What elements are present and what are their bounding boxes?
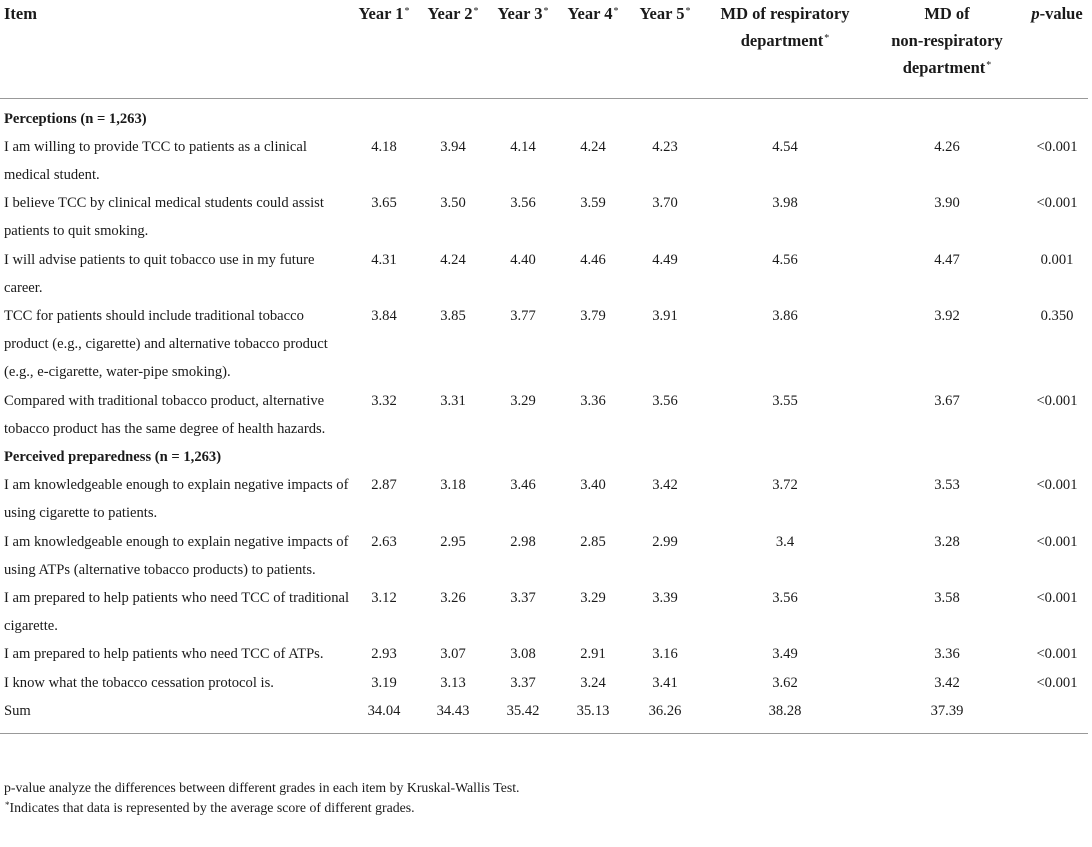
cell-year-2: 4.24: [440, 251, 466, 268]
cell-year-3: 3.56: [510, 195, 536, 212]
cell-md-non-respiratory: 4.47: [934, 251, 960, 268]
cell-md-non-respiratory: 3.42: [934, 674, 960, 691]
table-body: [0, 98, 1088, 733]
cell-year-2: 3.13: [440, 674, 466, 691]
table-row: [0, 471, 1088, 527]
header-md-non-respiratory: MD of non-respiratory department*: [868, 0, 1026, 98]
cell-item: Sum: [0, 697, 350, 734]
cell-year-3: 3.08: [510, 646, 536, 663]
cell-year-3: 4.14: [510, 138, 536, 155]
table-row: [0, 640, 1088, 668]
cell-year-4: 4.24: [580, 138, 606, 155]
cell-p-value: 0.350: [1040, 307, 1074, 324]
cell-item: I am prepared to help patients who need TCC of traditional cigarette.: [4, 589, 350, 635]
cell-item: I will advise patients to quit tobacco use in my future career.: [4, 251, 315, 296]
cell-md-respiratory: 3.55: [772, 392, 798, 409]
cell-md-non-respiratory: 3.53: [934, 477, 960, 494]
cell-md-non-respiratory: 3.58: [934, 589, 960, 606]
cell-item: I am prepared to help patients who need TCC of ATPs.: [4, 646, 324, 663]
cell-md-non-respiratory: 3.90: [934, 195, 960, 212]
cell-item: I am knowledgeable enough to explain negative impacts of using ATPs (alternative tobacco products) to patients.: [4, 533, 349, 578]
cell-year-1: 4.18: [371, 138, 397, 155]
cell-year-5: 2.99: [652, 533, 678, 550]
cell-md-respiratory: 3.98: [772, 195, 798, 212]
cell-year-5: 3.56: [652, 392, 678, 409]
cell-year-1: 3.19: [371, 674, 397, 691]
cell-p-value: [1026, 697, 1088, 734]
cell-md-non-respiratory: 3.67: [934, 392, 960, 409]
table-row: [0, 189, 1088, 245]
cell-md-non-respiratory: 4.26: [934, 138, 960, 155]
cell-year-2: 3.94: [440, 138, 466, 155]
cell-year-4: 3.29: [580, 589, 606, 606]
header-year-2: Year 2*: [418, 0, 488, 98]
cell-p-value: <0.001: [1036, 589, 1078, 606]
cell-year-4: 3.40: [580, 477, 606, 494]
cell-md-respiratory: 4.56: [772, 251, 798, 268]
cell-p-value: <0.001: [1036, 195, 1078, 212]
cell-p-value: <0.001: [1036, 533, 1078, 550]
cell-md-non-respiratory: 3.36: [934, 646, 960, 663]
cell-md-respiratory: 38.28: [702, 697, 868, 734]
cell-year-5: 4.49: [652, 251, 678, 268]
cell-year-2: 2.95: [440, 533, 466, 550]
cell-item: I am willing to provide TCC to patients as a clinical medical student.: [4, 138, 307, 183]
cell-year-1: 3.12: [371, 589, 397, 606]
header-year-4: Year 4*: [558, 0, 628, 98]
section-row-preparedness: [0, 443, 1088, 471]
cell-p-value: 0.001: [1040, 251, 1074, 268]
cell-item: I am knowledgeable enough to explain negative impacts of using cigarette to patients.: [4, 477, 349, 522]
cell-year-5: 4.23: [652, 138, 678, 155]
cell-year-3: 3.29: [510, 392, 536, 409]
cell-year-5: 36.26: [628, 697, 702, 734]
cell-p-value: <0.001: [1036, 646, 1078, 663]
cell-year-5: 3.41: [652, 674, 678, 691]
cell-year-4: 3.36: [580, 392, 606, 409]
cell-year-2: 3.50: [440, 195, 466, 212]
cell-year-5: 3.42: [652, 477, 678, 494]
cell-year-5: 3.16: [652, 646, 678, 663]
cell-year-4: 35.13: [558, 697, 628, 734]
cell-year-1: 4.31: [371, 251, 397, 268]
cell-year-2: 3.85: [440, 307, 466, 324]
cell-year-2: 3.07: [440, 646, 466, 663]
cell-year-3: 4.40: [510, 251, 536, 268]
table-row: [0, 133, 1088, 189]
header-md-respiratory: MD of respiratory department*: [702, 0, 868, 98]
cell-md-non-respiratory: 3.28: [934, 533, 960, 550]
header-item: Item: [0, 0, 350, 98]
cell-p-value: <0.001: [1036, 477, 1078, 494]
cell-md-respiratory: 3.72: [772, 477, 798, 494]
cell-year-3: 3.77: [510, 307, 536, 324]
section-row-perceptions: [0, 98, 1088, 133]
cell-md-respiratory: 3.4: [775, 533, 795, 550]
cell-year-4: 2.91: [580, 646, 606, 663]
cell-year-3: 35.42: [488, 697, 558, 734]
cell-item: TCC for patients should include traditional tobacco product (e.g., cigarette) and alternative tobacco product (e.g., e-cigarette, water-pipe smoking).: [4, 307, 328, 381]
cell-year-2: 3.18: [440, 477, 466, 494]
cell-year-1: 2.93: [371, 646, 397, 663]
cell-year-1: 3.84: [371, 307, 397, 324]
cell-item: I know what the tobacco cessation protocol is.: [4, 674, 274, 691]
cell-md-respiratory: 3.62: [772, 674, 798, 691]
cell-year-1: 34.04: [350, 697, 418, 734]
cell-md-non-respiratory: 3.92: [934, 307, 960, 324]
cell-year-2: 3.26: [440, 589, 466, 606]
cell-md-respiratory: 3.56: [772, 589, 798, 606]
header-year-1: Year 1*: [350, 0, 418, 98]
section-label: Perceptions (n = 1,263): [4, 110, 147, 127]
table-row: [0, 584, 1088, 640]
footnote-star: *Indicates that data is represented by the average score of different grades.: [5, 800, 415, 815]
table-row: [0, 697, 1088, 734]
header-year-3: Year 3*: [488, 0, 558, 98]
cell-year-5: 3.39: [652, 589, 678, 606]
cell-item: I believe TCC by clinical medical students could assist patients to quit smoking.: [4, 195, 324, 240]
cell-year-4: 4.46: [580, 251, 606, 268]
cell-md-respiratory: 3.49: [772, 646, 798, 663]
cell-p-value: <0.001: [1036, 392, 1078, 409]
cell-year-2: 34.43: [418, 697, 488, 734]
cell-md-respiratory: 3.86: [772, 307, 798, 324]
cell-year-1: 2.63: [371, 533, 397, 550]
table-row: [0, 387, 1088, 443]
table-header: [0, 0, 1088, 98]
cell-p-value: <0.001: [1036, 674, 1078, 691]
footnote-pvalue: p-value analyze the differences between different grades in each item by Kruskal-Wallis Test.: [4, 780, 520, 795]
cell-year-3: 2.98: [510, 533, 536, 550]
cell-md-respiratory: 4.54: [772, 138, 798, 155]
cell-item: Compared with traditional tobacco product, alternative tobacco product has the same degree of health hazards.: [4, 392, 326, 437]
cell-year-3: 3.37: [510, 674, 536, 691]
cell-md-non-respiratory: 37.39: [868, 697, 1026, 734]
cell-year-1: 3.65: [371, 195, 397, 212]
cell-year-5: 3.70: [652, 195, 678, 212]
table-row: [0, 669, 1088, 697]
cell-year-1: 2.87: [371, 477, 397, 494]
cell-year-3: 3.37: [510, 589, 536, 606]
header-p-value: p-value: [1026, 0, 1088, 98]
cell-year-3: 3.46: [510, 477, 536, 494]
cell-year-4: 3.59: [580, 195, 606, 212]
cell-year-1: 3.32: [371, 392, 397, 409]
table-row: [0, 246, 1088, 302]
header-year-5: Year 5*: [628, 0, 702, 98]
table-row: [0, 528, 1088, 584]
cell-year-5: 3.91: [652, 307, 678, 324]
table-row: [0, 302, 1088, 387]
cell-year-2: 3.31: [440, 392, 466, 409]
cell-year-4: 3.79: [580, 307, 606, 324]
section-label: Perceived preparedness (n = 1,263): [4, 448, 222, 465]
cell-year-4: 3.24: [580, 674, 606, 691]
cell-p-value: <0.001: [1036, 138, 1078, 155]
cell-year-4: 2.85: [580, 533, 606, 550]
